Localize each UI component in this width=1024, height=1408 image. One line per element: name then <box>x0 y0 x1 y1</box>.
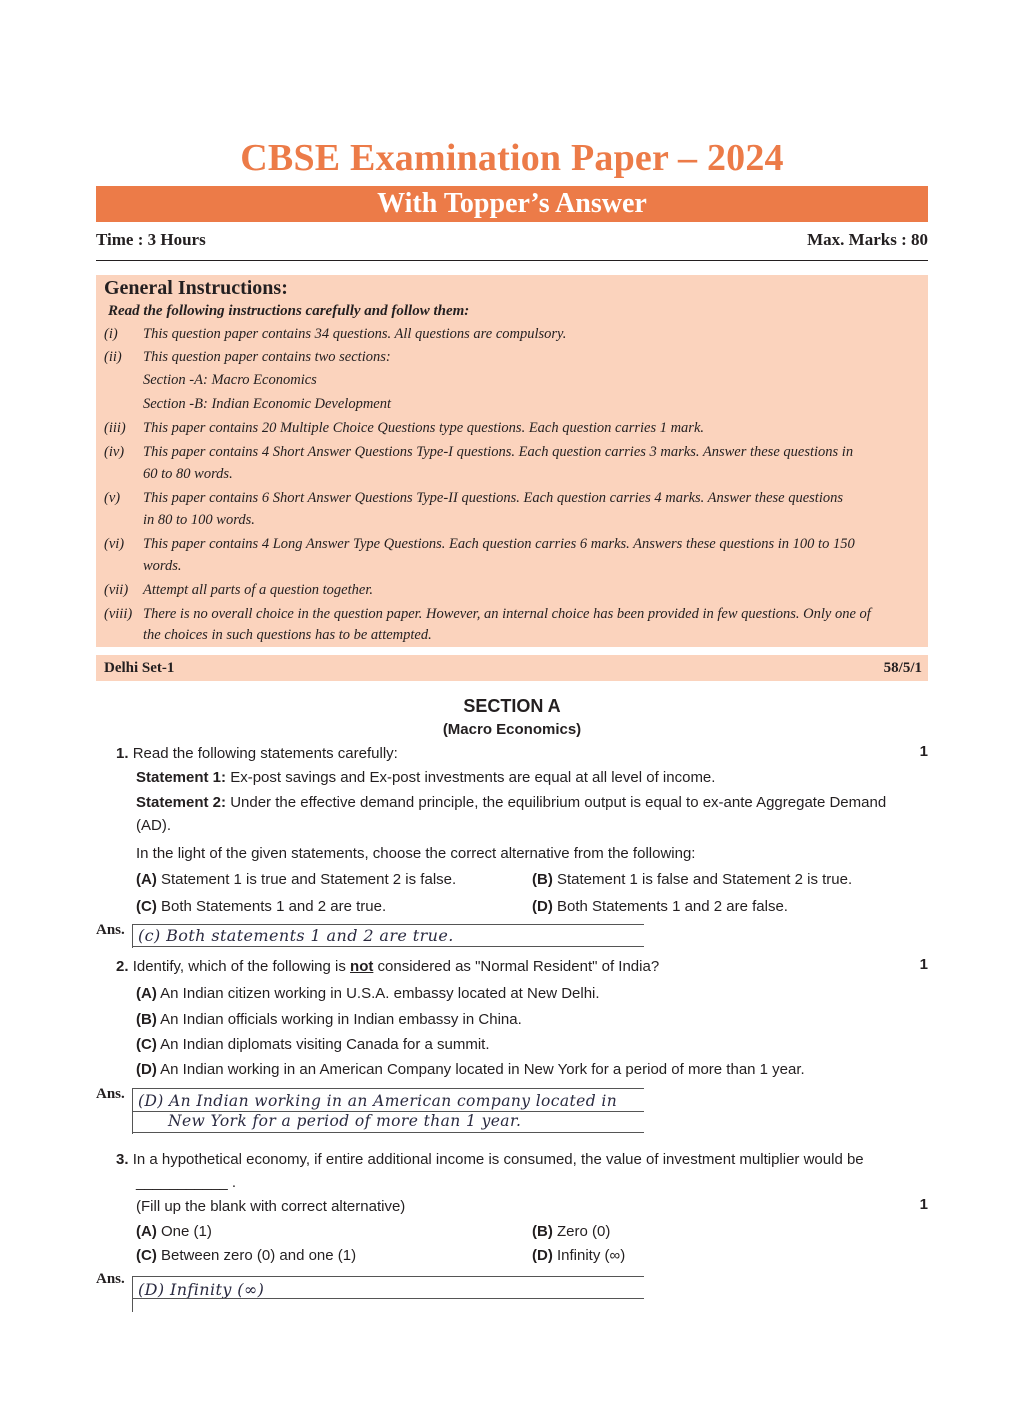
option-text: An Indian officials working in Indian embassy in China. <box>160 1011 522 1028</box>
instruction-text: This paper contains 4 Long Answer Type Questions. Each question carries 6 marks. Answers these questions in 100 to 150 <box>143 536 855 552</box>
instruction-number: (viii) <box>104 606 133 622</box>
option-label: (C) <box>136 1247 157 1264</box>
instruction-number: (ii) <box>104 349 122 365</box>
instruction-number: (iv) <box>104 444 125 460</box>
instruction-text: This paper contains 4 Short Answer Questions Type-I questions. Each question carries 3 marks. Answer these questions in <box>143 444 854 460</box>
statement-label: Statement 1: <box>136 769 227 786</box>
instruction-number: (v) <box>104 490 121 506</box>
instructions-lead: Read the following instructions carefully and follow them: <box>108 303 470 319</box>
statement-text: Under the effective demand principle, the equilibrium output is equal to ex-ante Aggregate Demand <box>226 794 887 811</box>
question-prompt: In the light of the given statements, choose the correct alternative from the following: <box>136 845 696 862</box>
blank-line: ___________ . <box>136 1174 237 1191</box>
set-name: Delhi Set-1 <box>104 660 175 676</box>
instruction-text: This question paper contains two sections: <box>143 349 391 365</box>
option-d <box>136 1059 805 1081</box>
option-text: Statement 1 is false and Statement 2 is true. <box>557 871 853 888</box>
option-label: (C) <box>136 898 157 915</box>
instruction-text: This question paper contains 34 questions. All questions are compulsory. <box>143 326 567 342</box>
question-emphasis: not <box>350 958 374 975</box>
answer-rule <box>132 946 644 947</box>
option-d <box>532 896 788 918</box>
statement-label: Statement 2: <box>136 794 227 811</box>
option-text: Statement 1 is true and Statement 2 is false. <box>161 871 457 888</box>
instruction-text: This paper contains 6 Short Answer Questions Type-II questions. Each question carries 4 marks. Answer these questions <box>143 490 843 506</box>
answer-rule <box>132 1088 644 1089</box>
answer-label: Ans. <box>96 1271 125 1287</box>
option-b <box>136 1009 522 1031</box>
question-3-stem <box>116 1149 864 1171</box>
statement-1 <box>136 767 715 789</box>
section-title: SECTION A <box>463 696 561 716</box>
instruction-text: the choices in such questions has to be attempted. <box>143 627 432 643</box>
answer-rule <box>132 1298 644 1299</box>
question-marks: 1 <box>919 743 928 760</box>
instruction-text: in 80 to 100 words. <box>143 512 255 528</box>
option-label: (B) <box>532 1223 553 1240</box>
statement-2 <box>136 792 886 814</box>
instruction-text: words. <box>143 558 182 574</box>
instruction-text: Section -A: Macro Economics <box>143 372 317 388</box>
question-number: 1. <box>116 745 129 762</box>
option-text: Both Statements 1 and 2 are true. <box>161 898 387 915</box>
answer-rule <box>132 1132 644 1133</box>
handwritten-answer: (c) Both statements 1 and 2 are true. <box>138 926 454 945</box>
max-marks-label: Max. Marks : 80 <box>807 230 928 249</box>
option-label: (A) <box>136 985 157 1002</box>
instructions-heading: General Instructions: <box>104 277 288 299</box>
time-label: Time : 3 Hours <box>96 230 206 249</box>
option-d <box>532 1245 625 1267</box>
question-number: 2. <box>116 958 129 975</box>
instruction-text: This paper contains 20 Multiple Choice Questions type questions. Each question carries 1 mark. <box>143 420 705 436</box>
header-divider <box>96 260 928 261</box>
option-c <box>136 1034 490 1056</box>
instruction-number: (i) <box>104 326 118 342</box>
option-text: An Indian diplomats visiting Canada for a summit. <box>160 1036 490 1053</box>
instruction-number: (vi) <box>104 536 125 552</box>
paper-code: 58/5/1 <box>883 660 922 676</box>
option-c <box>136 1245 356 1267</box>
option-label: (D) <box>532 898 553 915</box>
question-text: Identify, which of the following is <box>132 958 351 975</box>
option-a <box>136 1221 212 1243</box>
instruction-text: Section -B: Indian Economic Development <box>143 396 392 412</box>
handwritten-answer-line-2: New York for a period of more than 1 year. <box>168 1112 522 1130</box>
option-label: (D) <box>532 1247 553 1264</box>
subtitle-banner: With Topper’s Answer <box>96 186 928 222</box>
question-2-stem <box>116 956 659 978</box>
option-text: Both Statements 1 and 2 are false. <box>557 898 788 915</box>
option-label: (D) <box>136 1061 157 1078</box>
question-marks: 1 <box>919 956 928 973</box>
option-label: (C) <box>136 1036 157 1053</box>
instruction-number: (iii) <box>104 420 126 436</box>
option-text: Between zero (0) and one (1) <box>161 1247 357 1264</box>
answer-label: Ans. <box>96 1086 125 1102</box>
general-instructions-panel <box>96 275 928 647</box>
statement-2-cont: (AD). <box>136 817 171 834</box>
option-text: Zero (0) <box>557 1223 611 1240</box>
instruction-text: 60 to 80 words. <box>143 466 233 482</box>
instruction-text: Attempt all parts of a question together. <box>143 582 373 598</box>
answer-rule <box>132 924 644 925</box>
statement-text: Ex-post savings and Ex-post investments are equal at all level of income. <box>226 769 716 786</box>
question-text: Read the following statements carefully: <box>132 745 398 762</box>
option-label: (B) <box>532 871 553 888</box>
option-label: (A) <box>136 1223 157 1240</box>
question-marks: 1 <box>919 1196 928 1213</box>
handwritten-answer-line-1: (D) An Indian working in an American company located in <box>138 1092 618 1110</box>
page-title: CBSE Examination Paper – 2024 <box>240 137 784 179</box>
handwritten-answer: (D) Infinity (∞) <box>138 1280 265 1299</box>
instruction-number: (vii) <box>104 582 129 598</box>
answer-label: Ans. <box>96 922 125 938</box>
question-text: In a hypothetical economy, if entire additional income is consumed, the value of investment multiplier would be <box>132 1151 864 1168</box>
section-subtitle: (Macro Economics) <box>442 721 582 738</box>
question-number: 3. <box>116 1151 129 1168</box>
option-c <box>136 896 386 918</box>
answer-margin <box>132 1276 133 1312</box>
fill-instruction: (Fill up the blank with correct alternative) <box>136 1198 406 1215</box>
option-text: One (1) <box>161 1223 212 1240</box>
option-label: (B) <box>136 1011 157 1028</box>
question-text: considered as "Normal Resident" of India? <box>373 958 660 975</box>
option-b <box>532 1221 610 1243</box>
option-a <box>136 983 600 1005</box>
option-a <box>136 869 456 891</box>
answer-rule <box>132 1276 644 1277</box>
instruction-text: There is no overall choice in the question paper. However, an internal choice has been provided in few questions. Only one of <box>143 606 871 622</box>
set-bar <box>96 655 928 681</box>
option-text: An Indian working in an American Company located in New York for a period of more than 1 year. <box>160 1061 805 1078</box>
option-label: (A) <box>136 871 157 888</box>
option-text: Infinity (∞) <box>557 1247 626 1264</box>
question-1-stem <box>116 743 398 765</box>
option-text: An Indian citizen working in U.S.A. embassy located at New Delhi. <box>160 985 600 1002</box>
option-b <box>532 869 852 891</box>
answer-margin <box>132 924 133 948</box>
